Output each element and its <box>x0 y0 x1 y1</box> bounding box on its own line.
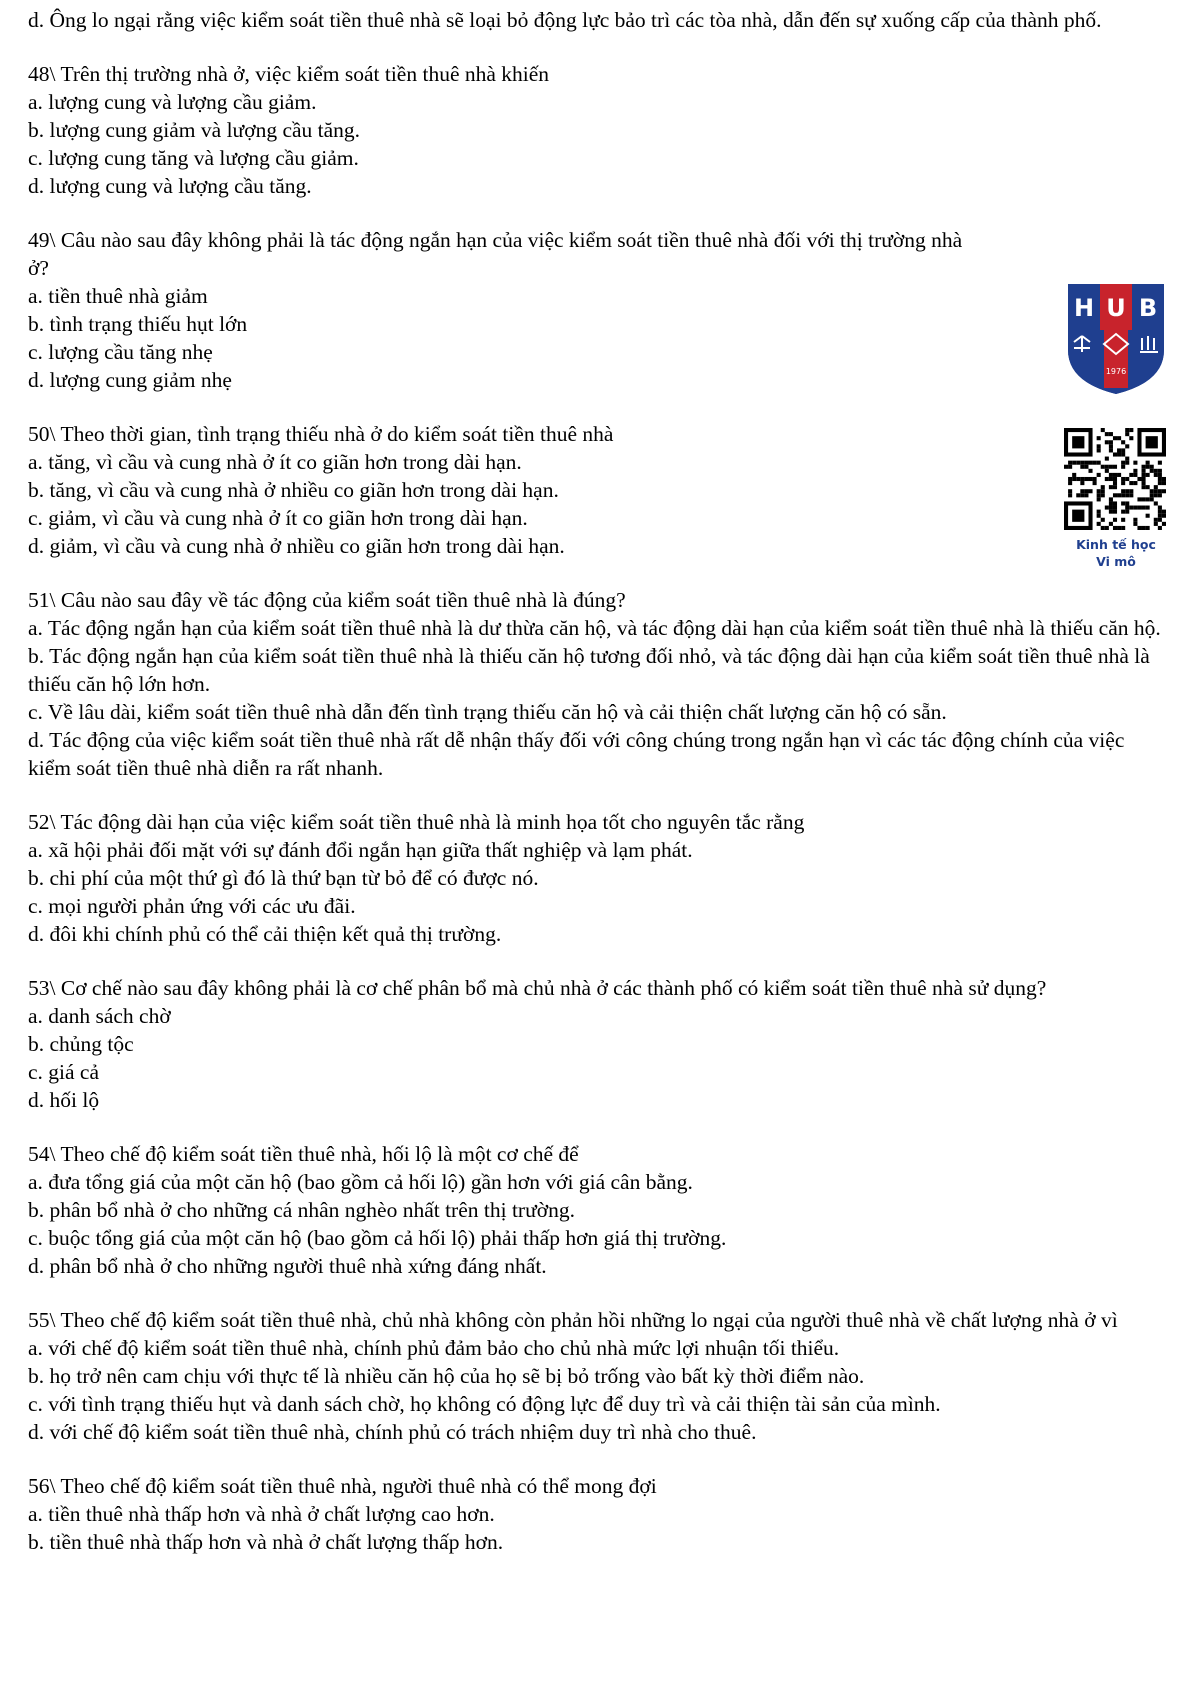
answer-option: b. họ trở nên cam chịu với thực tế là nhiều căn hộ của họ sẽ bị bỏ trống vào bất kỳ thời điểm nào. <box>28 1364 865 1388</box>
question-stem: 52\ Tác động dài hạn của việc kiểm soát tiền thuê nhà là minh họa tốt cho nguyên tắc rằng <box>28 810 805 834</box>
question-block <box>28 420 1168 560</box>
answer-option: d. đôi khi chính phủ có thể cải thiện kết quả thị trường. <box>28 922 502 946</box>
hub-logo-icon <box>1060 278 1172 398</box>
question-stem: 56\ Theo chế độ kiểm soát tiền thuê nhà, người thuê nhà có thể mong đợi <box>28 1474 657 1498</box>
answer-option: c. Về lâu dài, kiểm soát tiền thuê nhà dẫn đến tình trạng thiếu căn hộ và cải thiện chất lượng căn hộ có sẵn. <box>28 700 947 724</box>
logo-caption <box>1060 536 1172 570</box>
answer-option: d. Tác động của việc kiểm soát tiền thuê nhà rất dễ nhận thấy đối với công chúng trong ngắn hạn vì các tác động chính của việc kiểm soát tiền thuê nhà diễn ra rất nhanh. <box>28 728 1125 780</box>
question-block <box>28 1306 1168 1446</box>
answer-option: c. lượng cầu tăng nhẹ <box>28 340 213 364</box>
answer-option: a. Tác động ngắn hạn của kiểm soát tiền thuê nhà là dư thừa căn hộ, và tác động dài hạn của kiểm soát tiền thuê nhà là thiếu căn hộ. <box>28 616 1161 640</box>
answer-option: a. xã hội phải đối mặt với sự đánh đổi ngắn hạn giữa thất nghiệp và lạm phát. <box>28 838 693 862</box>
answer-option: b. phân bổ nhà ở cho những cá nhân nghèo nhất trên thị trường. <box>28 1198 575 1222</box>
answer-option: a. tiền thuê nhà thấp hơn và nhà ở chất lượng cao hơn. <box>28 1502 495 1526</box>
answer-option: a. tiền thuê nhà giảm <box>28 284 208 308</box>
answer-option: b. tăng, vì cầu và cung nhà ở nhiều co giãn hơn trong dài hạn. <box>28 478 559 502</box>
question-block <box>28 974 1168 1114</box>
answer-option: a. lượng cung và lượng cầu giảm. <box>28 90 317 114</box>
answer-option: b. tiền thuê nhà thấp hơn và nhà ở chất lượng thấp hơn. <box>28 1530 504 1554</box>
logo-caption-line2: Vi mô <box>1096 554 1136 569</box>
question-stem: 50\ Theo thời gian, tình trạng thiếu nhà ở do kiểm soát tiền thuê nhà <box>28 422 614 446</box>
logo-letter-u: U <box>1106 294 1126 322</box>
answer-option: a. tăng, vì cầu và cung nhà ở ít co giãn hơn trong dài hạn. <box>28 450 522 474</box>
answer-option: b. Tác động ngắn hạn của kiểm soát tiền thuê nhà là thiếu căn hộ tương đối nhỏ, và tác động dài hạn của kiểm soát tiền thuê nhà là thiếu căn hộ lớn hơn. <box>28 644 1150 696</box>
qr-code-icon <box>1064 428 1166 530</box>
answer-option: c. lượng cung tăng và lượng cầu giảm. <box>28 146 359 170</box>
question-block <box>28 586 1168 782</box>
logo-letter-b: B <box>1138 294 1158 322</box>
question-block <box>28 226 1168 394</box>
carryover-option: d. Ông lo ngại rằng việc kiểm soát tiền thuê nhà sẽ loại bỏ động lực bảo trì các tòa nhà, dẫn đến sự xuống cấp của thành phố. <box>28 8 1102 32</box>
answer-option: c. mọi người phản ứng với các ưu đãi. <box>28 894 356 918</box>
answer-option: d. hối lộ <box>28 1088 100 1112</box>
logo-caption-line1: Kinh tế học <box>1076 537 1156 552</box>
answer-option: a. đưa tổng giá của một căn hộ (bao gồm cả hối lộ) gần hơn với giá cân bằng. <box>28 1170 693 1194</box>
answer-option: c. với tình trạng thiếu hụt và danh sách chờ, họ không có động lực để duy trì và cải thiện tài sản của mình. <box>28 1392 941 1416</box>
answer-option: c. giá cả <box>28 1060 100 1084</box>
exam-page <box>28 6 1168 1556</box>
question-block <box>28 1140 1168 1280</box>
question-block <box>28 808 1168 948</box>
answer-option: d. phân bổ nhà ở cho những người thuê nhà xứng đáng nhất. <box>28 1254 547 1278</box>
answer-option: b. chi phí của một thứ gì đó là thứ bạn từ bỏ để có được nó. <box>28 866 539 890</box>
answer-option: b. lượng cung giảm và lượng cầu tăng. <box>28 118 361 142</box>
question-stem: 53\ Cơ chế nào sau đây không phải là cơ chế phân bổ mà chủ nhà ở các thành phố có kiểm soát tiền thuê nhà sử dụng? <box>28 976 1047 1000</box>
answer-option: d. giảm, vì cầu và cung nhà ở nhiều co giãn hơn trong dài hạn. <box>28 534 565 558</box>
answer-option: a. danh sách chờ <box>28 1004 171 1028</box>
answer-option: d. lượng cung giảm nhẹ <box>28 368 232 392</box>
question-stem: 55\ Theo chế độ kiểm soát tiền thuê nhà, chủ nhà không còn phản hồi những lo ngại của người thuê nhà về chất lượng nhà ở vì <box>28 1308 1118 1332</box>
question-stem: 49\ Câu nào sau đây không phải là tác động ngắn hạn của việc kiểm soát tiền thuê nhà đối với thị trường nhà ở? <box>28 228 963 280</box>
answer-option: a. với chế độ kiểm soát tiền thuê nhà, chính phủ đảm bảo cho chủ nhà mức lợi nhuận tối thiểu. <box>28 1336 840 1360</box>
question-block <box>28 60 1168 200</box>
question-stem: 54\ Theo chế độ kiểm soát tiền thuê nhà, hối lộ là một cơ chế để <box>28 1142 579 1166</box>
answer-option: b. chủng tộc <box>28 1032 134 1056</box>
answer-option: d. với chế độ kiểm soát tiền thuê nhà, chính phủ có trách nhiệm duy trì nhà cho thuê. <box>28 1420 757 1444</box>
answer-option: d. lượng cung và lượng cầu tăng. <box>28 174 312 198</box>
logo-year: 1976 <box>1105 367 1127 376</box>
question-block <box>28 1472 1168 1556</box>
question-stem: 51\ Câu nào sau đây về tác động của kiểm soát tiền thuê nhà là đúng? <box>28 588 626 612</box>
question-stem: 48\ Trên thị trường nhà ở, việc kiểm soát tiền thuê nhà khiến <box>28 62 550 86</box>
answer-option: c. buộc tổng giá của một căn hộ (bao gồm cả hối lộ) phải thấp hơn giá thị trường. <box>28 1226 727 1250</box>
question-list <box>28 60 1168 1556</box>
answer-option: b. tình trạng thiếu hụt lớn <box>28 312 248 336</box>
answer-option: c. giảm, vì cầu và cung nhà ở ít co giãn hơn trong dài hạn. <box>28 506 528 530</box>
logo-letter-h: H <box>1073 294 1095 322</box>
